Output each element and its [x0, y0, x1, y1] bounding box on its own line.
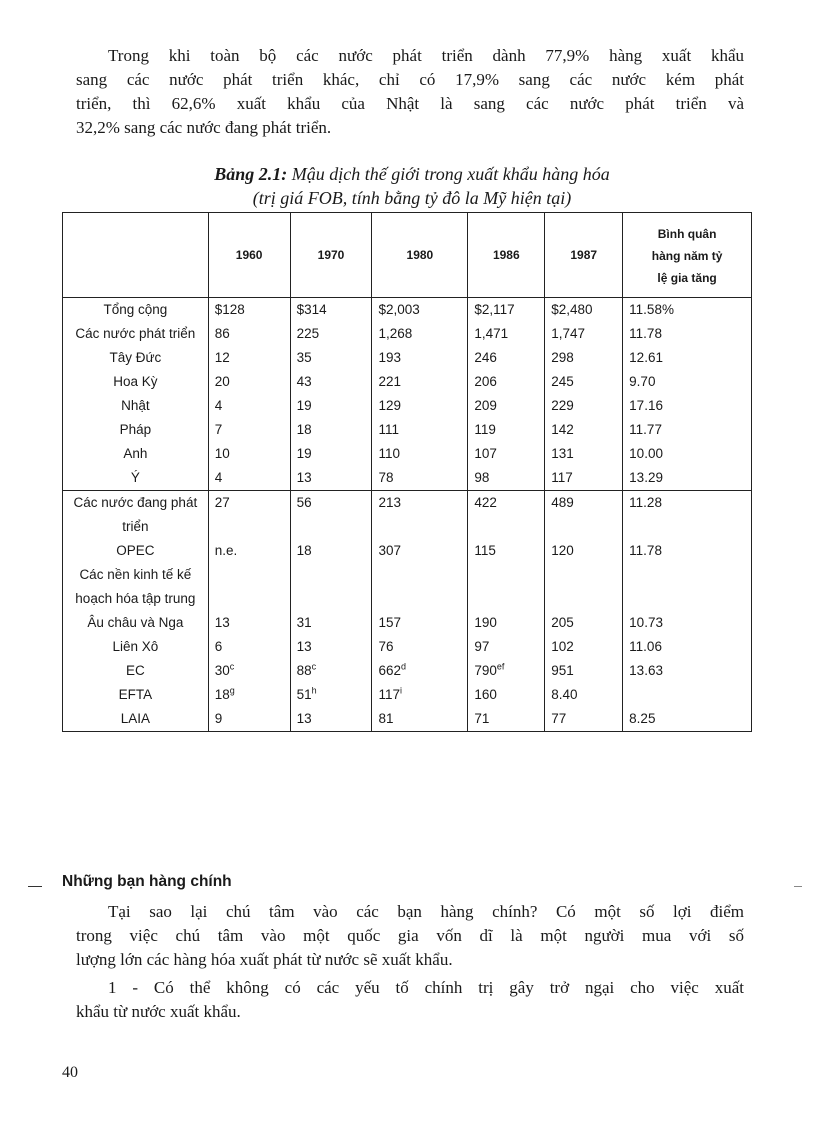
intro-line-1: Trong khi toàn bộ các nước phát triển dành 77,9% hàng xuất khẩu [108, 46, 744, 65]
table-cell: 951 [545, 659, 623, 683]
table-cell: 76 [372, 635, 468, 659]
row-label: Các nước phát triển [63, 322, 209, 346]
row-label: Tây Đức [63, 346, 209, 370]
table-cell: $790^{ef}$ [468, 659, 545, 683]
row-label: OPEC [63, 539, 209, 563]
table-cell: 78 [372, 466, 468, 491]
table-cell: 11.28 [623, 491, 752, 540]
table-cell: n.e. [208, 539, 290, 563]
table-cell: 31 [290, 611, 372, 635]
footnote-mark: c [229, 661, 235, 672]
table-row [63, 370, 752, 394]
table-cell: 117$^i$ [372, 683, 468, 707]
footnote-mark: g [229, 685, 235, 696]
table-title: Mậu dịch thế giới trong xuất khẩu hàng hóa [287, 164, 610, 184]
table-cell: 86 [208, 322, 290, 346]
row-label: Các nước đang phát triển [63, 491, 209, 540]
table-cell: 1,747 [545, 322, 623, 346]
table-cell: 13 [290, 635, 372, 659]
table-cell: 160 [468, 683, 545, 707]
table-cell: 88$^c$ [290, 659, 372, 683]
table-row [63, 298, 752, 323]
table-label: Bảng 2.1: [214, 164, 288, 184]
table-cell: 71 [468, 707, 545, 732]
table-cell: 11.77 [623, 418, 752, 442]
table-cell: 11.58% [623, 298, 752, 323]
table-row [63, 491, 752, 540]
table-cell: 98 [468, 466, 545, 491]
para2-line-1: Tại sao lại chú tâm vào các bạn hàng chính? Có một số lợi điểm [108, 902, 744, 921]
intro-line-4: 32,2% sang các nước đang phát triển. [76, 118, 332, 137]
header-1970: 1970 [290, 213, 372, 298]
partners-paragraph [76, 900, 744, 972]
table-body [63, 298, 752, 732]
intro-line-3: triển, thì 62,6% xuất khẩu của Nhật là sang các nước phát triển và [76, 94, 744, 113]
page-number: 40 [62, 1064, 78, 1081]
margin-mark-right [794, 886, 802, 887]
table-cell: 115 [468, 539, 545, 563]
row-label: Hoa Kỳ [63, 370, 209, 394]
intro-line-2: sang các nước phát triển khác, chỉ có 17,9% sang các nước kém phát [76, 70, 744, 89]
table-cell: 662$^d$ [372, 659, 468, 683]
table-row [63, 659, 752, 683]
margin-mark-left [28, 886, 42, 887]
table-caption [62, 162, 762, 210]
table-cell: 225 [290, 322, 372, 346]
table-cell: 489 [545, 491, 623, 540]
table-cell: $2,480 [545, 298, 623, 323]
table-row [63, 635, 752, 659]
trade-table [62, 212, 752, 732]
table-cell: 56 [290, 491, 372, 540]
row-label: Các nền kinh tế kế hoạch hóa tập trung [63, 563, 209, 611]
para2-line-3: lượng lớn các hàng hóa xuất phát từ nước sẽ xuất khẩu. [76, 950, 453, 969]
table-cell: 206 [468, 370, 545, 394]
table-cell: 77 [545, 707, 623, 732]
table-row [63, 442, 752, 466]
table-cell: 129 [372, 394, 468, 418]
table-cell: 10.00 [623, 442, 752, 466]
table-cell: 11.78 [623, 322, 752, 346]
table-row [63, 707, 752, 732]
table-cell: 119 [468, 418, 545, 442]
table-cell: 4 [208, 466, 290, 491]
table-cell: $128 [208, 298, 290, 323]
table-cell [372, 563, 468, 611]
table-cell: 213 [372, 491, 468, 540]
table-cell: 422 [468, 491, 545, 540]
header-1980: 1980 [372, 213, 468, 298]
row-label: Tổng cộng [63, 298, 209, 323]
table-cell: $2,117 [468, 298, 545, 323]
table-cell: 246 [468, 346, 545, 370]
footnote-mark: ef [496, 661, 505, 672]
row-label: LAIA [63, 707, 209, 732]
point-one-paragraph [76, 976, 744, 1024]
table-cell: 97 [468, 635, 545, 659]
table-cell: $314 [290, 298, 372, 323]
table-cell: 13 [208, 611, 290, 635]
table-cell: 18 [290, 418, 372, 442]
table-cell: 117 [545, 466, 623, 491]
table-cell [545, 563, 623, 611]
table-cell: 81 [372, 707, 468, 732]
table-row [63, 394, 752, 418]
row-label: Ý [63, 466, 209, 491]
footnote-mark: c [311, 661, 317, 672]
table-cell: 18$^g$ [208, 683, 290, 707]
footnote-mark: i [399, 685, 402, 696]
row-label: Liên Xô [63, 635, 209, 659]
table-row [63, 346, 752, 370]
table-cell: 11.78 [623, 539, 752, 563]
table-cell: 193 [372, 346, 468, 370]
table-cell: 9 [208, 707, 290, 732]
row-label: Pháp [63, 418, 209, 442]
table-cell: 35 [290, 346, 372, 370]
table-cell: $2,003 [372, 298, 468, 323]
header-1960: 1960 [208, 213, 290, 298]
table-cell [468, 563, 545, 611]
footnote-mark: d [400, 661, 406, 672]
table-cell: 110 [372, 442, 468, 466]
table-row [63, 539, 752, 563]
row-label: EC [63, 659, 209, 683]
table-cell: 142 [545, 418, 623, 442]
table-cell: 8.25 [623, 707, 752, 732]
table-cell: 120 [545, 539, 623, 563]
header-1987: 1987 [545, 213, 623, 298]
footnote-mark: h [311, 685, 317, 696]
table-cell: 205 [545, 611, 623, 635]
table-row [63, 563, 752, 611]
table-cell: 10.73 [623, 611, 752, 635]
table-cell [290, 563, 372, 611]
table-cell: 13 [290, 707, 372, 732]
table-cell: 30$^c$ [208, 659, 290, 683]
table-cell: 229 [545, 394, 623, 418]
table-row [63, 418, 752, 442]
table-cell: 1,471 [468, 322, 545, 346]
table-cell: 43 [290, 370, 372, 394]
table-cell: 8.40 [545, 683, 623, 707]
table-cell: 12.61 [623, 346, 752, 370]
header-blank [63, 213, 209, 298]
para3-line-2: khẩu từ nước xuất khẩu. [76, 1002, 241, 1021]
table-cell [623, 563, 752, 611]
table-cell: 209 [468, 394, 545, 418]
table-cell: 27 [208, 491, 290, 540]
table-cell: 18 [290, 539, 372, 563]
table-cell: 111 [372, 418, 468, 442]
row-label: Anh [63, 442, 209, 466]
table-cell: 245 [545, 370, 623, 394]
table-cell: 19 [290, 442, 372, 466]
table-cell: 131 [545, 442, 623, 466]
row-label: Nhật [63, 394, 209, 418]
table-cell: 11.06 [623, 635, 752, 659]
table-header-row [63, 213, 752, 298]
para2-line-2: trong việc chú tâm vào một quốc gia vốn dĩ là một người mua với số [76, 926, 744, 945]
table-cell: 157 [372, 611, 468, 635]
row-label: EFTA [63, 683, 209, 707]
para3-line-1: 1 - Có thể không có các yếu tố chính trị gây trở ngại cho việc xuất [108, 978, 744, 997]
table-cell: 51$^h$ [290, 683, 372, 707]
table-cell: 13 [290, 466, 372, 491]
table-cell: 12 [208, 346, 290, 370]
table-subtitle: (trị giá FOB, tính bằng tỷ đô la Mỹ hiện tại) [252, 188, 572, 208]
table-cell: 20 [208, 370, 290, 394]
table-cell: 13.29 [623, 466, 752, 491]
table-cell [623, 683, 752, 707]
table-cell: 190 [468, 611, 545, 635]
table-cell: 4 [208, 394, 290, 418]
intro-paragraph [76, 44, 744, 140]
table-cell: 6 [208, 635, 290, 659]
table-cell: 307 [372, 539, 468, 563]
table-cell: 9.70 [623, 370, 752, 394]
table-cell: 102 [545, 635, 623, 659]
table-row [63, 466, 752, 491]
table-cell [208, 563, 290, 611]
table-cell: 19 [290, 394, 372, 418]
section-heading: Những bạn hàng chính [62, 873, 232, 890]
table-row [63, 611, 752, 635]
header-1986: 1986 [468, 213, 545, 298]
table-cell: 17.16 [623, 394, 752, 418]
row-label: Âu châu và Nga [63, 611, 209, 635]
table-cell: 13.63 [623, 659, 752, 683]
table-row [63, 683, 752, 707]
table-cell: 221 [372, 370, 468, 394]
table-cell: 7 [208, 418, 290, 442]
table-cell: 298 [545, 346, 623, 370]
table-cell: 107 [468, 442, 545, 466]
table-row [63, 322, 752, 346]
table-cell: 1,268 [372, 322, 468, 346]
header-average-growth: Bình quân hàng năm tỷ lệ gia tăng [623, 213, 752, 298]
table-cell: 10 [208, 442, 290, 466]
